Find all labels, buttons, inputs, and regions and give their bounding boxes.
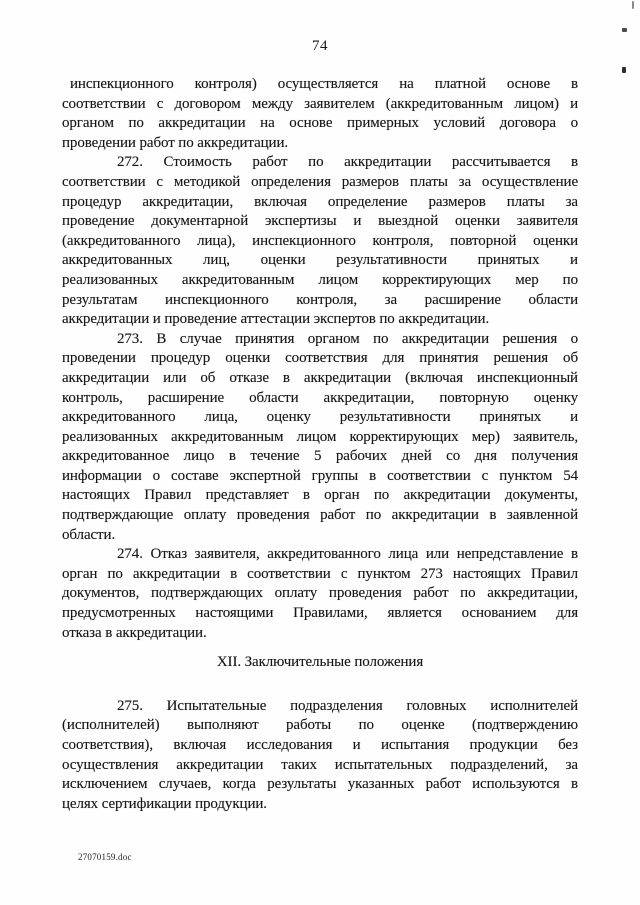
text-line: целях сертификации продукции. [62, 795, 267, 812]
text-line: аккредитации и проведение аттестации экспертов по аккредитации. [62, 311, 490, 328]
text-line: области. [62, 526, 116, 543]
text-line: (аккредитованного лица), инспекционного контроля, повторной оценки [62, 232, 578, 249]
text-line: осуществления аккредитации таких испытательных подразделений, за [62, 756, 578, 773]
text-line: 272. Стоимость работ по аккредитации рассчитывается в [117, 154, 578, 171]
text-line: орган по аккредитации в соответствии с пунктом 273 настоящих Правил [62, 565, 578, 582]
text-line: информации о составе экспертной группы в соответствии с пунктом 54 [62, 467, 578, 484]
paragraph [62, 330, 578, 546]
text-line: соответствия), включая исследования и испытания продукции без [62, 737, 578, 753]
text-line: исключением случаев, когда результаты указанных работ используются в [62, 776, 578, 793]
text-line: аккредитованных лиц, оценки результативности принятых и [62, 252, 578, 269]
paragraph [62, 153, 578, 329]
text-line: проведении процедур оценки соответствия для принятия решения об [62, 350, 578, 367]
text-line: 273. В случае принятия органом по аккредитации решения о [117, 330, 578, 347]
text-line: настоящих Правил представляет в орган по аккредитации документы, [62, 487, 578, 504]
text-line: результатам инспекционного контроля, за расширение области [62, 291, 578, 308]
text-line: аккредитации или об отказе в аккредитации (включая инспекционный [62, 369, 578, 386]
scan-speck [622, 67, 626, 73]
text-line: 274. Отказ заявителя, аккредитованного лица или непредставление в [117, 546, 578, 563]
document-filename: 27070159.doc [78, 852, 132, 862]
document-body [62, 75, 578, 814]
scan-speck [632, 1, 634, 9]
text-line: реализованных аккредитованным лицом корректирующих мер по [62, 271, 578, 288]
text-line: процедур аккредитации, включая определение размеров платы за [62, 193, 578, 210]
text-line: органом по аккредитации на основе примерных условий договора о [62, 115, 578, 132]
text-line: (исполнителей) выполняют работы по оценке (подтверждению [62, 717, 578, 734]
text-line: проведении работ по аккредитации. [62, 134, 289, 151]
text-line: соответствии с договором между заявителем (аккредитованным лицом) и [62, 95, 578, 112]
text-line: документов, подтверждающих оплату проведения работ по аккредитации, [62, 585, 578, 602]
paragraph [62, 75, 578, 153]
paragraph [62, 697, 578, 815]
scan-speck [622, 28, 627, 32]
section-heading: XII. Заключительные положения [216, 654, 424, 671]
text-line: соответствии с методикой определения размеров платы за осуществление [62, 173, 578, 190]
text-line: предусмотренных настоящими Правилами, является основанием для [62, 605, 578, 622]
text-line: инспекционного контроля) осуществляется на платной основе в [70, 76, 578, 92]
text-line: 275. Испытательные подразделения головных исполнителей [117, 697, 578, 714]
text-line: подтверждающие оплату проведения работ по аккредитации в заявленной [62, 507, 578, 524]
text-line: аккредитованного лица, оценку результативности принятых и [62, 409, 578, 426]
text-line: аккредитованное лицо в течение 5 рабочих дней со дня получения [62, 448, 578, 465]
text-line: отказа в аккредитации. [62, 624, 207, 641]
page-number: 74 [312, 38, 328, 54]
text-line: контроль, расширение области аккредитации, повторную оценку [62, 389, 578, 406]
text-line: реализованных аккредитованным лицом корректирующих мер) заявитель, [62, 428, 578, 445]
paragraph [62, 545, 578, 643]
text-line: проведение документарной экспертизы и выездной оценки заявителя [62, 213, 578, 230]
